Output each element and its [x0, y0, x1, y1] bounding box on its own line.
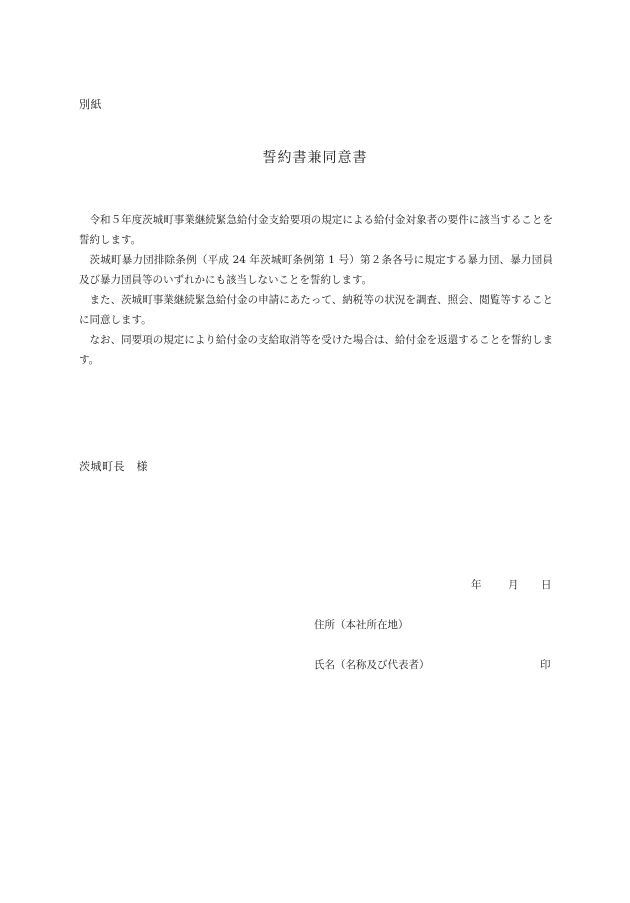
paragraph-anti-gang-pledge: 茨城町暴力団排除条例（平成 24 年茨城町条例第 1 号）第２条各号に規定する暴力団、暴力団員及び暴力団員等のいずれかにも該当しないことを誓約します。 — [79, 254, 553, 286]
attachment-label: 別紙 — [79, 98, 102, 111]
document-title: 誓約書兼同意書 — [262, 150, 368, 166]
seal-mark: 印 — [540, 659, 551, 671]
name-label: 氏名（名称及び代表者） — [314, 659, 430, 671]
paragraph-tax-inquiry-consent: また、茨城町事業継続緊急給付金の申請にあたって、納税等の状況を調査、照会、閲覧等することに同意します。 — [79, 294, 553, 326]
address-label: 住所（本社所在地） — [314, 619, 409, 631]
date-year-label: 年 — [471, 579, 482, 591]
document-body — [79, 210, 553, 370]
date-month-label: 月 — [508, 579, 519, 591]
addressee: 茨城町長 様 — [79, 460, 148, 473]
paragraph-eligibility-pledge: 令和５年度茨城町事業継続緊急給付金支給要項の規定による給付金対象者の要件に該当することを誓約します。 — [79, 214, 553, 246]
paragraph-refund-pledge: なお、同要項の規定により給付金の支給取消等を受けた場合は、給付金を返還することを誓約します。 — [79, 334, 553, 366]
date-day-label: 日 — [541, 579, 552, 591]
